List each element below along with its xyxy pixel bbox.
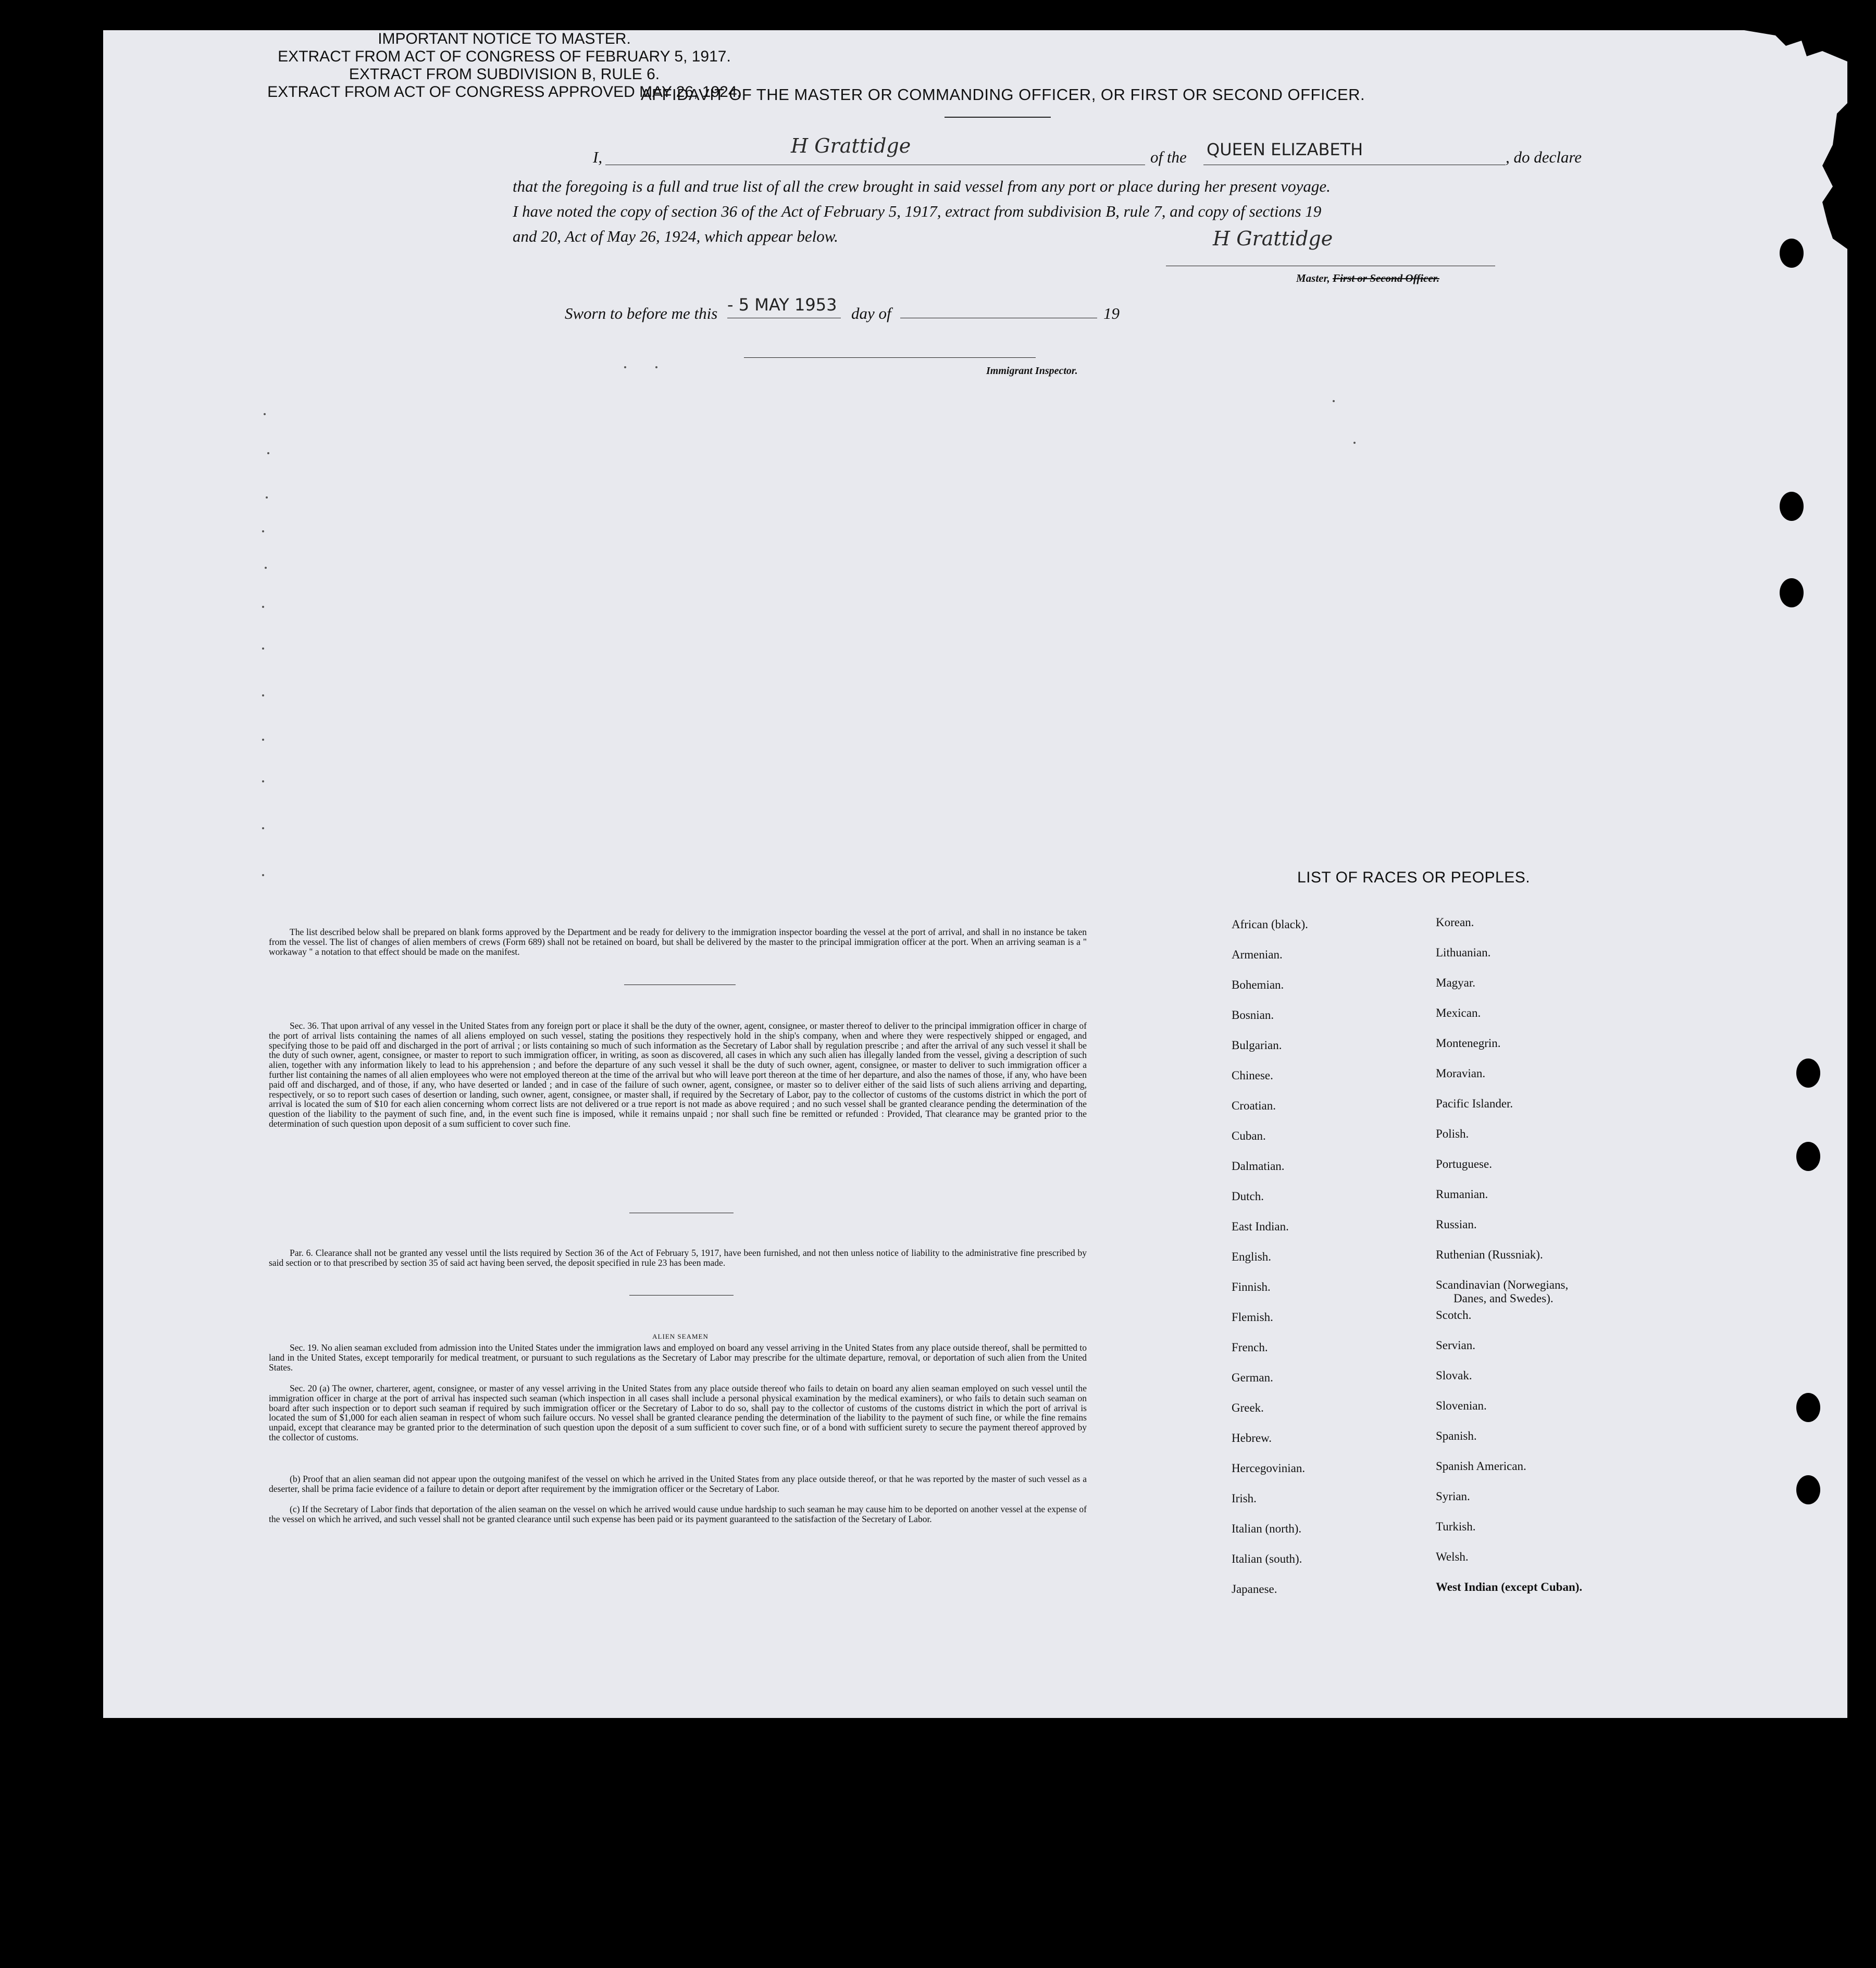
race-left-item: Greek. xyxy=(1232,1401,1264,1414)
race-left-item: East Indian. xyxy=(1232,1220,1289,1233)
race-right-item: Russian. xyxy=(1436,1218,1477,1231)
race-right-item: Servian. xyxy=(1436,1339,1476,1352)
alien-seamen-subtitle: ALIEN SEAMEN xyxy=(652,1332,709,1340)
race-right-item: West Indian (except Cuban). xyxy=(1436,1580,1583,1593)
race-left-item: Cuban. xyxy=(1232,1129,1266,1142)
race-left-item: Hebrew. xyxy=(1232,1431,1272,1444)
notice-title: IMPORTANT NOTICE TO MASTER. xyxy=(378,30,631,47)
race-left-item: Bulgarian. xyxy=(1232,1039,1282,1052)
punch-hole xyxy=(1780,578,1804,607)
faint-mark xyxy=(262,739,264,741)
do-declare-label: , do declare xyxy=(1506,148,1582,166)
sworn-label: Sworn to before me this xyxy=(565,304,718,322)
master-signature-name: H Grattidge xyxy=(791,134,911,157)
master-label: Master, xyxy=(1296,272,1330,284)
race-right-item: Slovak. xyxy=(1436,1369,1472,1382)
punch-hole xyxy=(1796,1058,1820,1088)
faint-mark xyxy=(266,496,268,499)
subdivision-title: EXTRACT FROM SUBDIVISION B, RULE 6. xyxy=(349,66,660,83)
faint-mark xyxy=(262,874,264,876)
race-right-item: Spanish. xyxy=(1436,1429,1477,1442)
race-left-item: Japanese. xyxy=(1232,1583,1277,1596)
faint-mark xyxy=(1353,442,1356,444)
race-right-item: Slovenian. xyxy=(1436,1399,1487,1412)
race-right-item: Ruthenian (Russniak). xyxy=(1436,1248,1543,1261)
race-right-item: Portuguese. xyxy=(1436,1157,1492,1170)
extract-1924-title: EXTRACT FROM ACT OF CONGRESS APPROVED MAY 26, 1924. xyxy=(267,83,741,101)
sworn-date-stamp: - 5 MAY 1953 xyxy=(727,295,837,315)
affidavit-title: AFFIDAVIT OF THE MASTER OR COMMANDING OFFICER, OR FIRST OR SECOND OFFICER. xyxy=(641,85,1365,104)
race-right-item: Spanish American. xyxy=(1436,1460,1526,1473)
year-prefix: 19 xyxy=(1103,304,1120,322)
race-left-item: French. xyxy=(1232,1341,1268,1354)
title-underline xyxy=(945,117,1051,118)
faint-mark xyxy=(1333,400,1335,402)
affidavit-line-2: that the foregoing is a full and true list of all the crew brought in said vessel from any port or place during her present voyage. xyxy=(513,177,1331,195)
race-left-item: Flemish. xyxy=(1232,1311,1273,1324)
faint-mark xyxy=(262,780,264,782)
race-right-item: Korean. xyxy=(1436,916,1474,929)
of-the-label: of the xyxy=(1150,148,1187,166)
vessel-name: QUEEN ELIZABETH xyxy=(1207,140,1363,159)
race-right-item: Scotch. xyxy=(1436,1309,1472,1322)
punch-hole xyxy=(1796,1142,1820,1171)
race-left-item: Bosnian. xyxy=(1232,1008,1274,1022)
race-left-item: Italian (south). xyxy=(1232,1552,1302,1565)
race-left-item: Finnish. xyxy=(1232,1280,1271,1293)
inspector-line xyxy=(744,357,1036,358)
extract-1924-sec20b: (b) Proof that an alien seaman did not appear upon the outgoing manifest of the vessel on which he arrived in the United States from any place outside thereof, or that he was reported by the master of such vessel as a deserter, shall be prima facie evidence of a failure to detain or deport after requirement by the immigration officer or the Secretary of Labor. xyxy=(269,1474,1087,1494)
race-left-item: Italian (north). xyxy=(1232,1522,1302,1535)
faint-mark xyxy=(264,413,266,415)
master-caption xyxy=(1296,272,1439,285)
race-left-item: Chinese. xyxy=(1232,1069,1273,1082)
divider-3 xyxy=(629,1295,734,1296)
race-left-item: German. xyxy=(1232,1371,1273,1384)
extract-1924-sec20c: (c) If the Secretary of Labor finds that deportation of the alien seaman on the vessel on which he arrived would cause undue hardship to such seaman he may cause him to be deported on another vessel at the expense of the vessel on which he arrived, and such vessel shall not be granted clearance until such expense has been paid or its payment guaranteed to the satisfaction of the Secretary of Labor. xyxy=(269,1504,1087,1524)
day-of-label: day of xyxy=(851,304,891,322)
race-right-item: Turkish. xyxy=(1436,1520,1476,1533)
extract-1924-sec20a: Sec. 20 (a) The owner, charterer, agent, consignee, or master of any vessel arriving in the United States from any place outside thereof who fails to detain on board any alien seaman employed on such vessel until the immigration officer in charge at the port of arrival has inspected such seaman (which inspection in all cases shall include a personal physical examination by the medical examiners), or who fails to detain such seaman on board after such inspection or to deport such seaman if required by such immigration officer or the Secretary of Labor to do so, shall pay to the collector of customs of the customs district in which the port of arrival is located the sum of $1,000 for each alien seaman in respect of whom such failure occurs. No vessel shall be granted clearance pending the determination of the liability to the payment of such fine, or while the fine remains unpaid, except that clearance may be granted prior to the determination of such question upon the deposit of a sum sufficient to cover such fine, or of a bond with sufficient surety to secure the payment thereof approved by the collector of customs. xyxy=(269,1383,1087,1442)
race-right-item: Magyar. xyxy=(1436,976,1476,989)
race-right-item: Mexican. xyxy=(1436,1006,1481,1019)
race-left-item: Dalmatian. xyxy=(1232,1160,1285,1173)
race-right-item: Lithuanian. xyxy=(1436,946,1491,959)
master-signature: H Grattidge xyxy=(1213,227,1333,250)
faint-mark xyxy=(265,567,267,569)
race-right-item-continued: Danes, and Swedes). xyxy=(1453,1292,1554,1305)
faint-mark xyxy=(655,366,657,368)
faint-mark xyxy=(262,606,264,608)
race-right-item: Rumanian. xyxy=(1436,1188,1488,1201)
extract-1924-sec19: Sec. 19. No alien seaman excluded from admission into the United States under the immigration laws and employed on board any vessel arriving in the United States from any place outside thereof, shall be permitted to land in the United States, except temporarily for medical treatment, or pursuant to such regulations as the Secretary of Labor may prescribe for the ultimate departure, removal, or deportation of such alien from the United States. xyxy=(269,1342,1087,1373)
notice-body: The list described below shall be prepared on blank forms approved by the Department and be ready for delivery to the immigration inspector boarding the vessel at the port of arrival, and shall in no instance be taken from the vessel. The list of changes of alien members of crews (Form 689) shall not be retained on board, but shall be delivered by the master to the principal immigration officer at the port. When an arriving seaman is a " workaway " a notation to that effect should be made on the manifest. xyxy=(269,927,1087,957)
race-right-item: Polish. xyxy=(1436,1127,1469,1140)
race-right-item: Moravian. xyxy=(1436,1067,1486,1080)
race-right-item: Syrian. xyxy=(1436,1490,1470,1503)
subdivision-body: Par. 6. Clearance shall not be granted any vessel until the lists required by Section 36 of the Act of February 5, 1917, have been furnished, and not then unless notice of liability to the administrative fine prescribed by said section or to that prescribed by section 35 of said act having been served, the deposit specified in rule 23 has been made. xyxy=(269,1248,1087,1268)
race-left-item: English. xyxy=(1232,1250,1272,1263)
punch-hole xyxy=(1796,1393,1820,1422)
punch-hole xyxy=(1796,1475,1820,1504)
race-right-item: Welsh. xyxy=(1436,1550,1469,1563)
faint-mark xyxy=(262,827,264,829)
extract-1917-title: EXTRACT FROM ACT OF CONGRESS OF FEBRUARY 5, 1917. xyxy=(278,48,731,65)
struck-officer-label: First or Second Officer. xyxy=(1333,272,1439,284)
faint-mark xyxy=(262,694,264,696)
race-left-item: Hercegovinian. xyxy=(1232,1462,1306,1475)
document-page xyxy=(103,30,1847,1718)
punch-hole xyxy=(1780,492,1804,521)
affidavit-line-4: and 20, Act of May 26, 1924, which appear below. xyxy=(513,227,838,245)
race-right-item: Scandinavian (Norwegians, xyxy=(1436,1278,1569,1291)
faint-mark xyxy=(624,366,626,368)
race-left-item: Irish. xyxy=(1232,1492,1257,1505)
faint-mark xyxy=(267,452,269,454)
affidavit-line-3: I have noted the copy of section 36 of the Act of February 5, 1917, extract from subdivision B, rule 7, and copy of sections 19 xyxy=(513,202,1322,220)
race-left-item: Croatian. xyxy=(1232,1099,1276,1112)
race-left-item: Armenian. xyxy=(1232,948,1283,961)
race-right-item: Pacific Islander. xyxy=(1436,1097,1513,1110)
faint-mark xyxy=(262,647,264,650)
faint-mark xyxy=(262,530,264,532)
race-left-item: African (black). xyxy=(1232,918,1308,931)
race-right-item: Montenegrin. xyxy=(1436,1037,1501,1050)
torn-corner xyxy=(1744,30,1847,259)
affidavit-i-label: I, xyxy=(593,148,603,166)
race-left-item: Dutch. xyxy=(1232,1190,1264,1203)
race-left-item: Bohemian. xyxy=(1232,978,1284,991)
races-title: LIST OF RACES OR PEOPLES. xyxy=(1297,869,1531,886)
extract-1917-body: Sec. 36. That upon arrival of any vessel in the United States from any foreign port or place it shall be the duty of the owner, agent, consignee, or master thereof to deliver to the principal immigration officer in charge of the port of arrival lists containing the names of all aliens employed on such vessel, stating the positions they respectively hold in the ship's company, when and where they were respectively shipped or engaged, and specifying those to be paid off and discharged in the port of arrival ; or lists containing so much of such information as the Secretary of Labor shall by regulation prescribe ; and after the arrival of any such vessel it shall be the duty of such owner, agent, consignee, or master to report to such immigration officer, in writing, as soon as discovered, all cases in which any such alien has illegally landed from the vessel, giving a description of such alien, together with any information likely to lead to his apprehension ; and before the departure of any such vessel it shall be the duty of such owner, agent, consignee, or master to deliver to such immigration officer a further list containing the names of all alien employees who were not employed thereon at the time of the arrival but who will leave port thereon at the time of her departure, and also the names of those, if any, who have been paid off and discharged, and of those, if any, who have deserted or landed ; and in case of the failure of such owner, agent, consignee, or master so to deliver either of the said lists of such aliens arriving and departing, respectively, or so to report such cases of desertion or landing, such owner, agent, consignee, or master shall, if required by the Secretary of Labor, pay to the collector of customs of the customs district in which the port of arrival is located the sum of $10 for each alien concerning whom correct lists are not delivered or a true report is not made as above required ; and no such vessel shall be granted clearance pending the determination of the question of the liability to the payment of such fine, and, in the event such fine is imposed, while it remains unpaid ; nor shall such fine be remitted or refunded : Provided, That clearance may be granted prior to the determination of such question upon deposit of a sum sufficient to cover such fine. xyxy=(269,1020,1087,1129)
inspector-label: Immigrant Inspector. xyxy=(986,365,1078,377)
